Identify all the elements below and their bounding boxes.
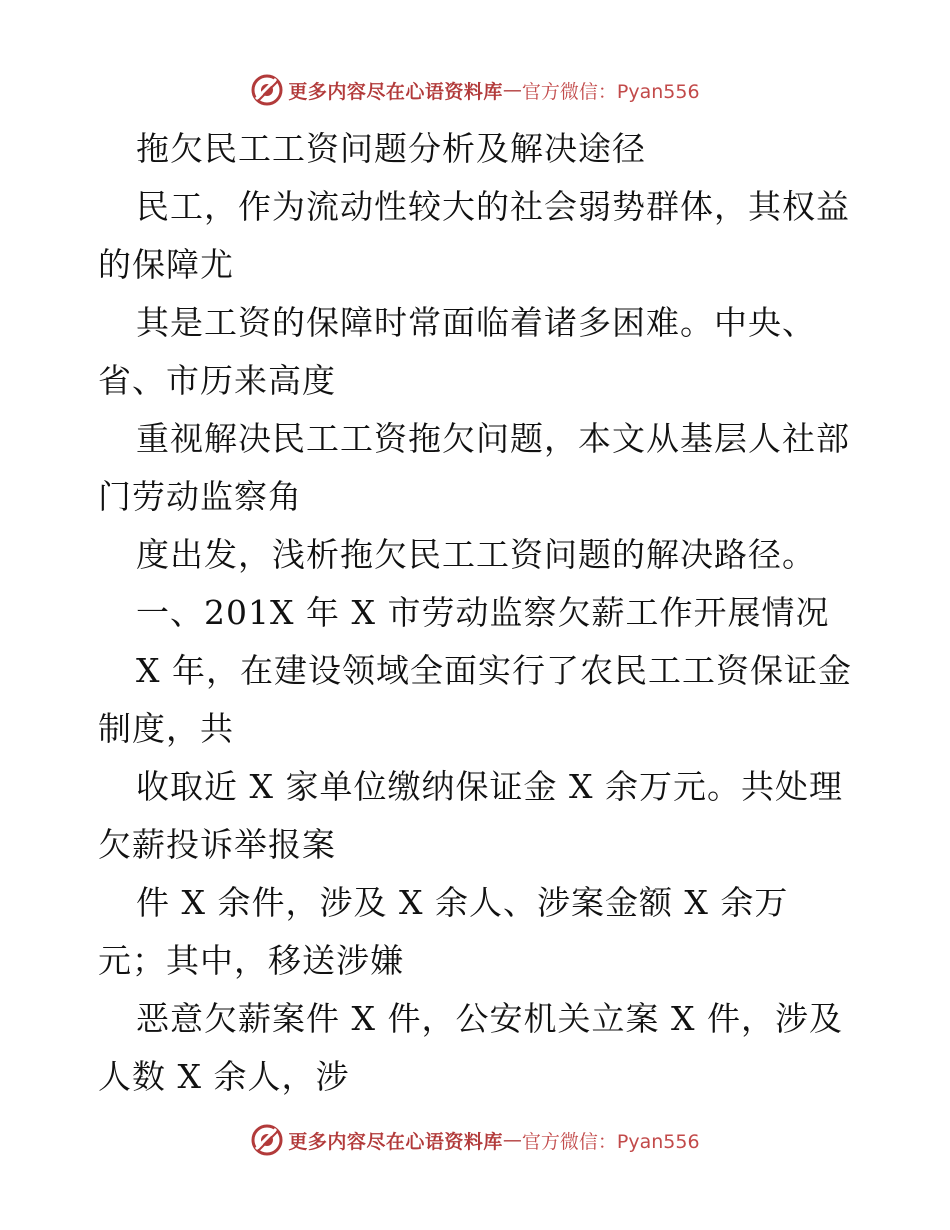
doc-line: 其是工资的保障时常面临着诸多困难。中央、 bbox=[136, 303, 816, 342]
doc-line: 欠薪投诉举报案 bbox=[98, 825, 336, 864]
doc-line: 恶意欠薪案件 X 件，公安机关立案 X 件，涉及 bbox=[136, 999, 843, 1038]
doc-line: 民工，作为流动性较大的社会弱势群体，其权益 bbox=[136, 187, 850, 226]
watermark-banner-bottom bbox=[0, 1120, 950, 1160]
watermark-brand-text: 更多内容尽在心语资料库 bbox=[288, 80, 503, 103]
doc-line: 重视解决民工工资拖欠问题，本文从基层人社部 bbox=[136, 419, 850, 458]
doc-line: 人数 X 余人，涉 bbox=[98, 1057, 350, 1096]
doc-line: 件 X 余件，涉及 X 余人、涉案金额 X 余万 bbox=[136, 883, 789, 922]
brand-logo-icon bbox=[250, 73, 284, 107]
document-body bbox=[98, 120, 858, 1106]
watermark-wechat-text: 官方微信：Pyan556 bbox=[521, 1130, 700, 1153]
doc-line: 省、市历来高度 bbox=[98, 361, 336, 400]
watermark-wechat-text: 官方微信：Pyan556 bbox=[521, 80, 700, 103]
watermark-separator: — bbox=[502, 1129, 522, 1151]
watermark-separator: — bbox=[502, 79, 522, 101]
doc-title: 拖欠民工工资问题分析及解决途径 bbox=[136, 129, 646, 168]
doc-line: 收取近 X 家单位缴纳保证金 X 余万元。共处理 bbox=[136, 767, 843, 806]
doc-line: 的保障尤 bbox=[98, 245, 234, 284]
brand-logo-icon bbox=[250, 1123, 284, 1157]
doc-line: 度出发，浅析拖欠民工工资问题的解决路径。 bbox=[136, 535, 816, 574]
doc-line: 制度，共 bbox=[98, 709, 234, 748]
doc-line: X 年，在建设领域全面实行了农民工工资保证金 bbox=[136, 651, 852, 690]
doc-line: 门劳动监察角 bbox=[98, 477, 302, 516]
section-heading: 一、201X 年 X 市劳动监察欠薪工作开展情况 bbox=[136, 593, 830, 632]
doc-line: 元；其中，移送涉嫌 bbox=[98, 941, 404, 980]
watermark-brand-text: 更多内容尽在心语资料库 bbox=[288, 1130, 503, 1153]
watermark-banner-top bbox=[0, 70, 950, 110]
